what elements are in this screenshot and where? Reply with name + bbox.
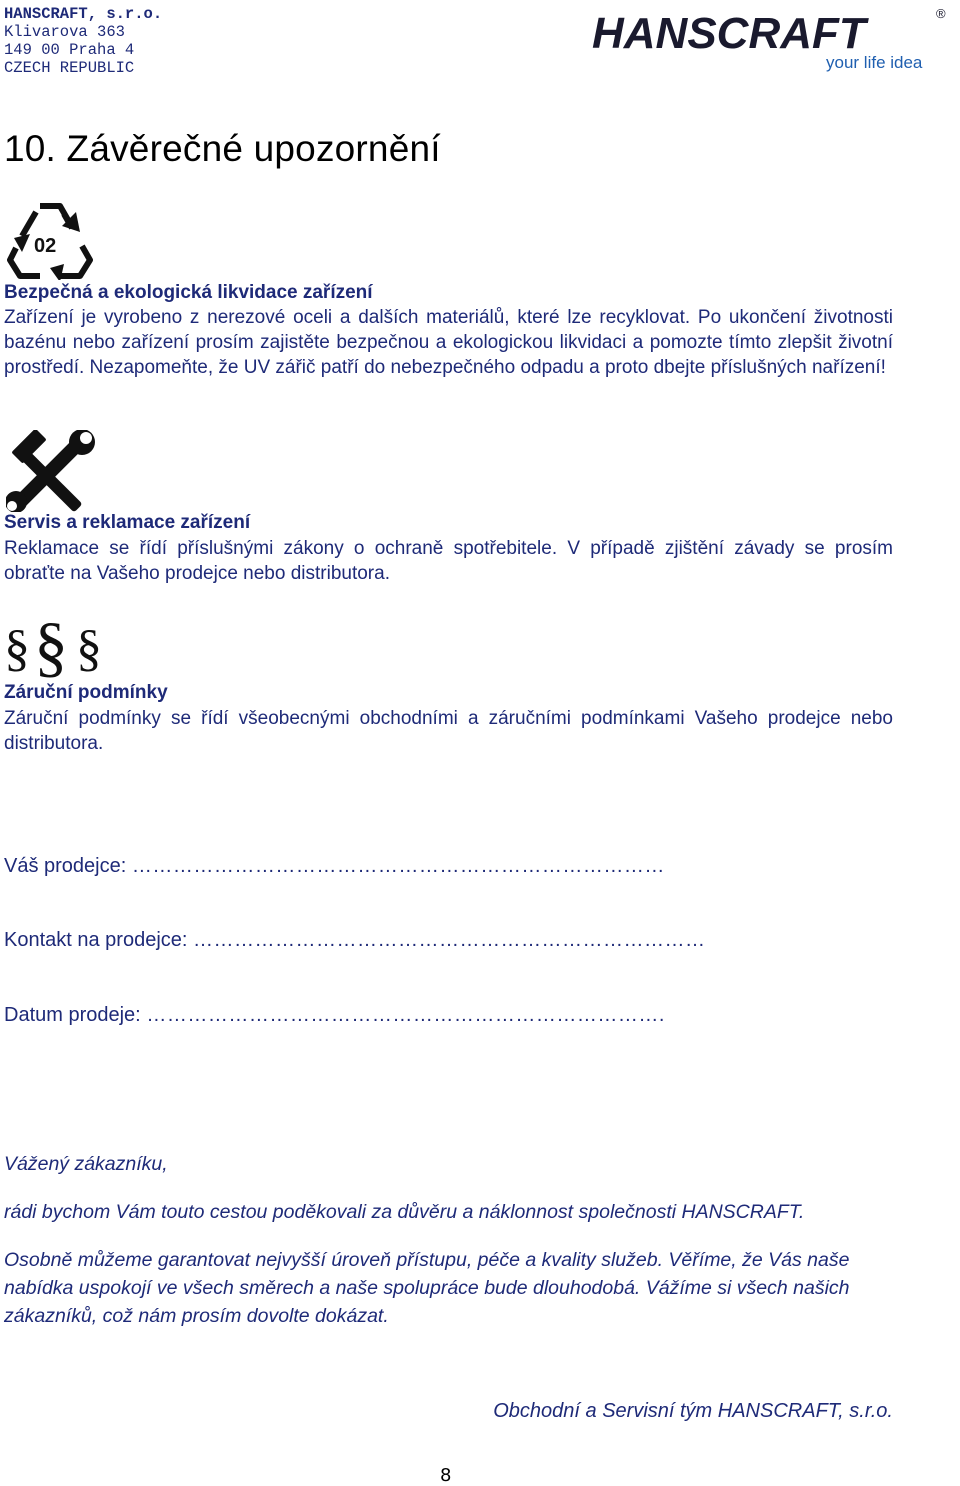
section-title-disposal: Bezpečná a ekologická likvidace zařízení — [4, 282, 373, 303]
address-country: CZECH REPUBLIC — [4, 59, 135, 77]
field-dealer-dots: …………………………………………………………………… — [131, 855, 665, 877]
field-dealer-contact-dots: ………………………………………………………………… — [193, 929, 706, 951]
section-title-service: Servis a reklamace zařízení — [4, 512, 251, 533]
field-sale-date-label: Datum prodeje: — [4, 1004, 141, 1026]
closing-salutation: Vážený zákazníku, — [4, 1153, 168, 1175]
field-dealer-contact-label: Kontakt na prodejce: — [4, 929, 188, 951]
page-number: 8 — [440, 1465, 452, 1486]
closing-body: Osobně můžeme garantovat nejvyšší úroveň přístupu, péče a kvality služeb. Věříme, že Vás naše nabídka uspokojí ve všech směrech a naše spolupráce bude dlouhodobá. Vážíme si všech našich zákazníků, což nám prosím dovolte dokázat. — [4, 1249, 850, 1327]
logo-graphic — [590, 6, 960, 74]
section-text-disposal: Zařízení je vyrobeno z nerezové oceli a dalších materiálů, které lze recyklovat. Po ukončení životnosti bazénu nebo zařízení prosím zajistěte bezpečnou a ekologickou likvidaci a pomozte tímto zlepšit životní prostředí. Nezapomeňte, že UV zářič patří do nebezpečného odpadu a proto dbejte příslušných nařízení! — [4, 307, 893, 378]
section-text-service: Reklamace se řídí příslušnými zákony o ochraně spotřebitele. V případě zjištění závady se prosím obraťte na Vašeho prodejce nebo distributora. — [4, 538, 893, 584]
svg-text:§: § — [4, 620, 30, 677]
recycling-code-label: 02 — [34, 235, 57, 257]
closing-signature: Obchodní a Servisní tým HANSCRAFT, s.r.o. — [493, 1400, 893, 1422]
logo-wordmark: HANSCRAFT — [592, 9, 866, 58]
field-sale-date — [4, 1004, 665, 1027]
address-street: Klivarova 363 — [4, 23, 125, 41]
section-title-warranty: Záruční podmínky — [4, 682, 168, 703]
field-sale-date-dots: …………………………………………………………………. — [146, 1004, 665, 1026]
paragraph-sections-icon — [4, 603, 104, 683]
closing-thanks: rádi bychom Vám touto cestou poděkovali za důvěru a náklonnost společnosti HANSCRAFT. — [4, 1201, 805, 1223]
address-city: 149 00 Praha 4 — [4, 41, 135, 59]
field-dealer-label: Váš prodejce: — [4, 855, 127, 877]
svg-text:§: § — [76, 620, 102, 677]
recycling-02-icon — [6, 198, 94, 280]
hanscraft-logo — [590, 6, 960, 74]
registered-mark: ® — [936, 6, 946, 21]
section-text-warranty: Záruční podmínky se řídí všeobecnými obchodními a záručními podmínkami Vašeho prodejce nebo distributora. — [4, 708, 893, 754]
field-dealer — [4, 855, 665, 878]
logo-tagline: your life idea — [826, 53, 923, 72]
svg-text:§: § — [34, 608, 68, 683]
page-title: 10. Závěrečné upozornění — [4, 128, 441, 169]
field-dealer-contact — [4, 929, 706, 952]
hammer-wrench-icon — [6, 430, 96, 512]
company-name: HANSCRAFT, s.r.o. — [4, 5, 163, 23]
